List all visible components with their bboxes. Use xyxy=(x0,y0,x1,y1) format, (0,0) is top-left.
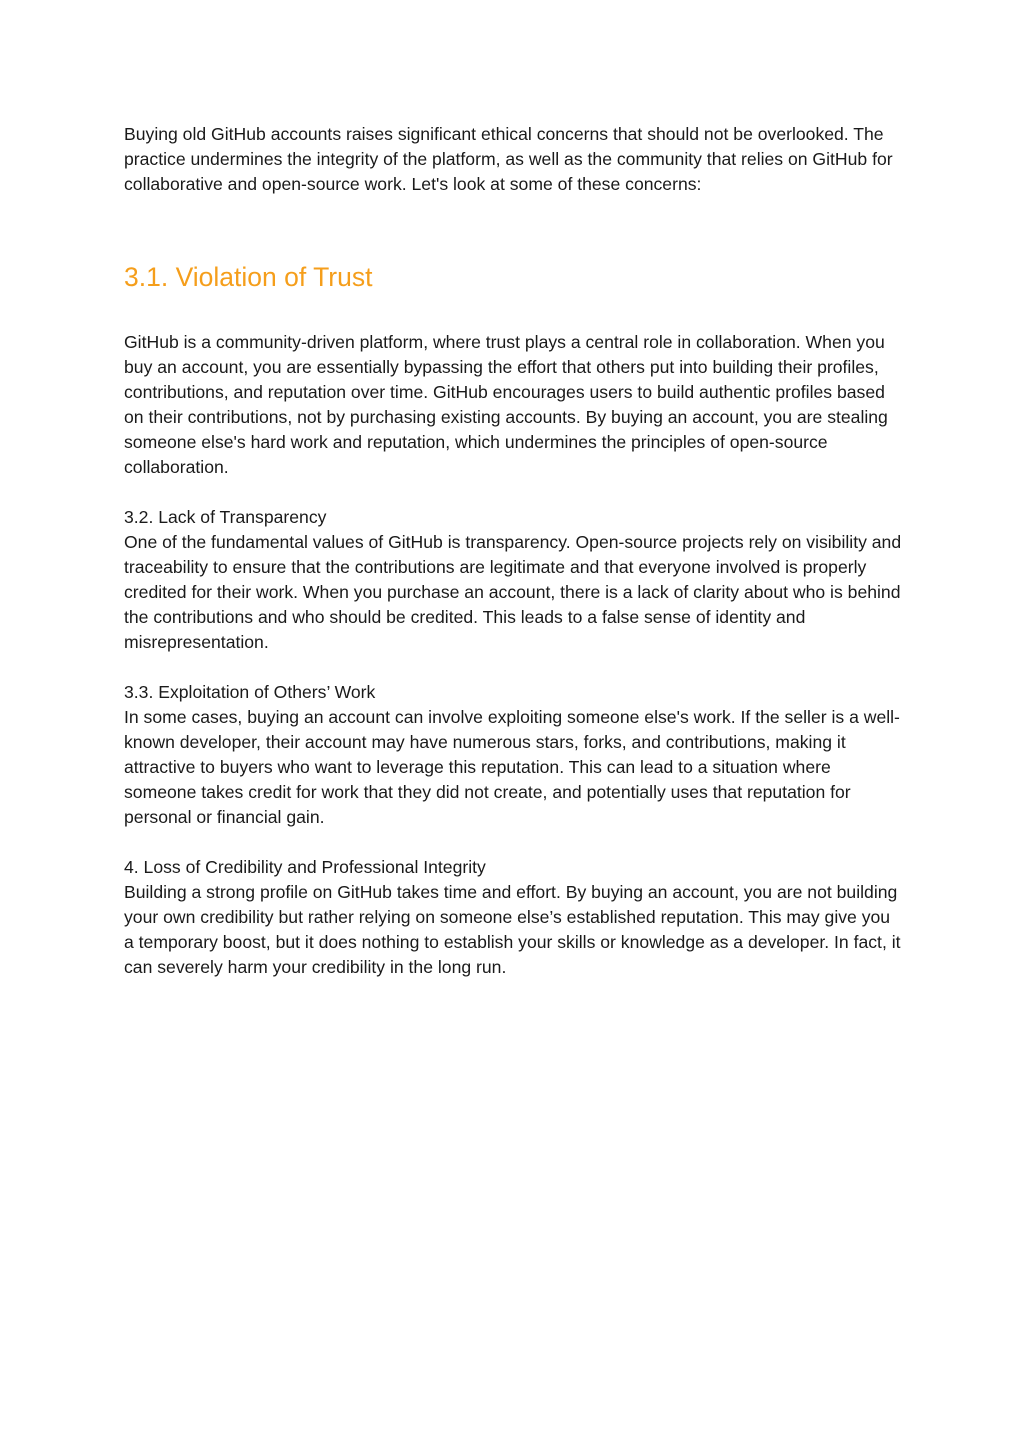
section-body-loss-of-credibility: Building a strong profile on GitHub takes time and effort. By buying an account, you are not building your own credibility but rather relying on someone else’s established reputation. This may give you a temporary boost, but it does nothing to establish your skills or knowledge as a developer. In fact, it can severely harm your credibility in the long run. xyxy=(124,882,901,977)
section-body-exploitation: In some cases, buying an account can involve exploiting someone else's work. If the seller is a well-known developer, their account may have numerous stars, forks, and contributions, making it attractive to buyers who want to leverage this reputation. This can lead to a situation where someone takes credit for work that they did not create, and potentially uses that reputation for personal or financial gain. xyxy=(124,707,900,827)
section-body-violation-of-trust: GitHub is a community-driven platform, where trust plays a central role in collaboration. When you buy an account, you are essentially bypassing the effort that others put into building their profiles, contributions, and reputation over time. GitHub encourages users to build authentic profiles based on their contributions, not by purchasing existing accounts. By buying an account, you are stealing someone else's hard work and reputation, which undermines the principles of open-source collaboration. xyxy=(124,332,888,477)
section-body-lack-of-transparency: One of the fundamental values of GitHub is transparency. Open-source projects rely on visibility and traceability to ensure that the contributions are legitimate and that everyone involved is properly credited for their work. When you purchase an account, there is a lack of clarity about who is behind the contributions and who should be credited. This leads to a false sense of identity and misrepresentation. xyxy=(124,532,902,652)
section-loss-of-credibility xyxy=(124,855,904,980)
document-page xyxy=(124,122,904,980)
section-exploitation xyxy=(124,680,904,830)
section-lack-of-transparency xyxy=(124,505,904,655)
section-heading-loss-of-credibility: 4. Loss of Credibility and Professional Integrity xyxy=(124,857,486,877)
section-heading-lack-of-transparency: 3.2. Lack of Transparency xyxy=(124,507,327,527)
intro-paragraph: Buying old GitHub accounts raises significant ethical concerns that should not be overlooked. The practice undermines the integrity of the platform, as well as the community that relies on GitHub for collaborative and open-source work. Let's look at some of these concerns: xyxy=(124,124,893,194)
section-heading-violation-of-trust: 3.1. Violation of Trust xyxy=(124,262,373,292)
section-heading-exploitation: 3.3. Exploitation of Others’ Work xyxy=(124,682,376,702)
